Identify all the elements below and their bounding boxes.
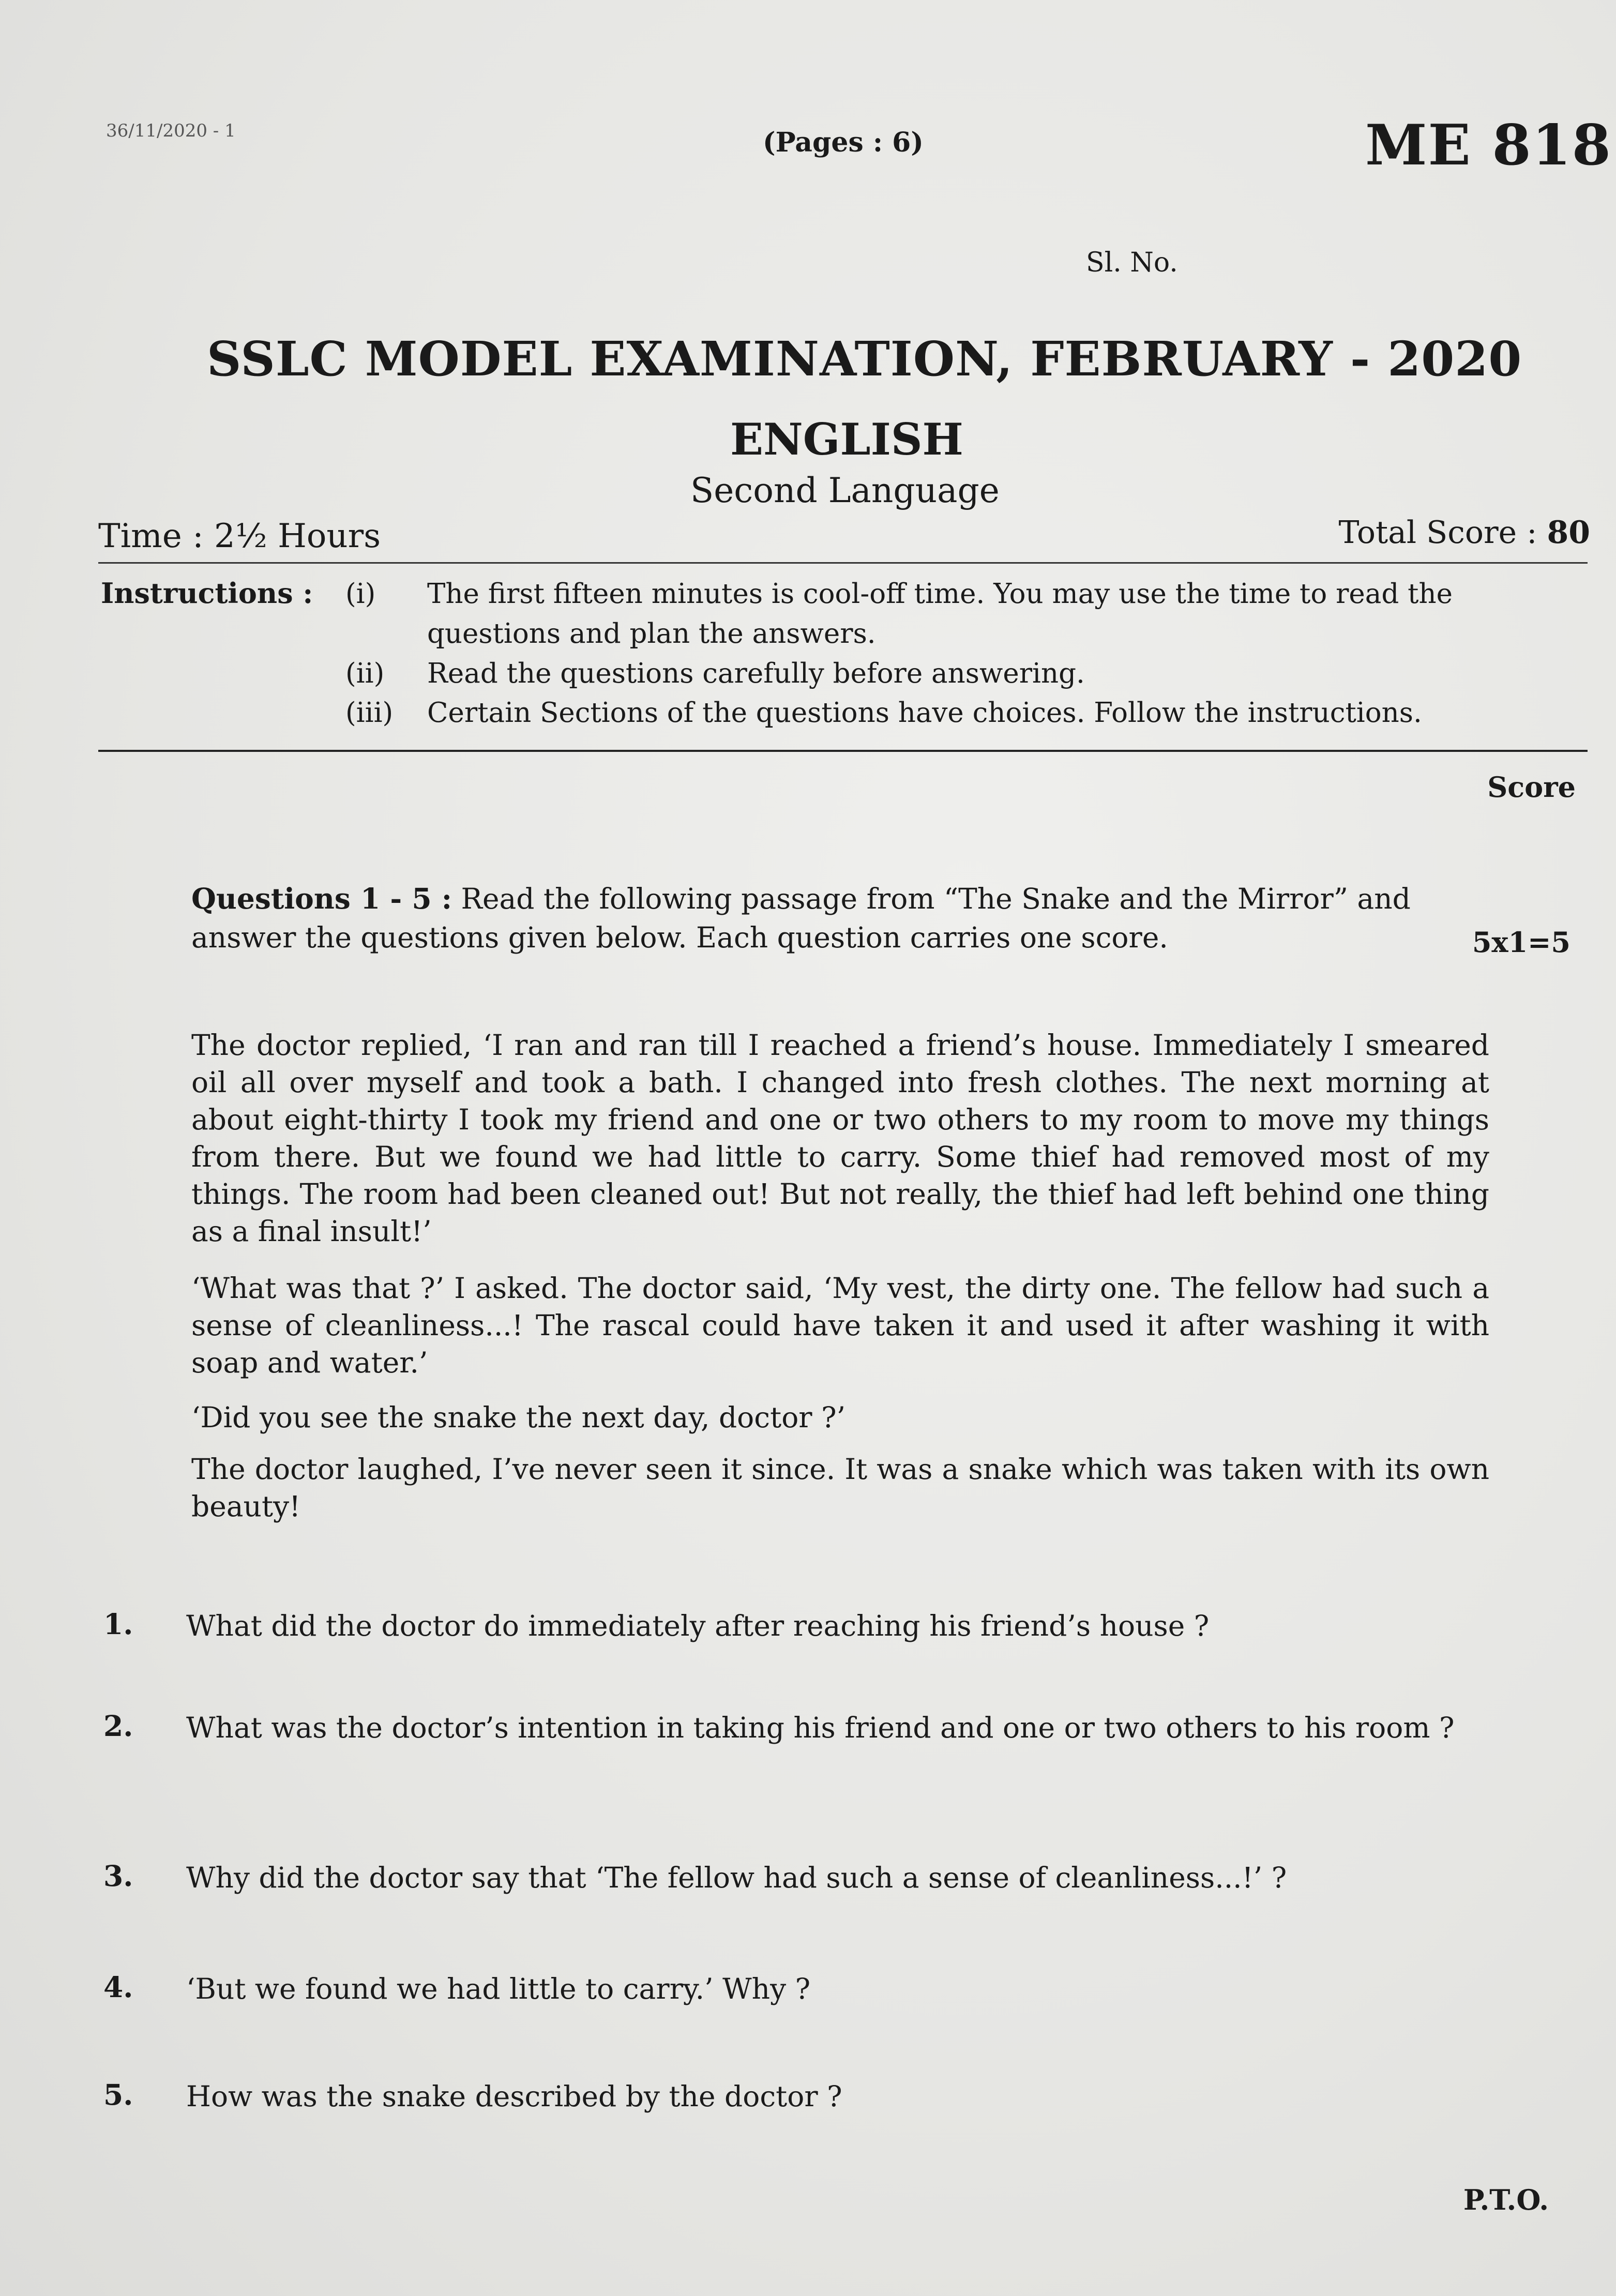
section-marks: 5x1=5	[1472, 926, 1570, 959]
question-text: How was the snake described by the doctor ?	[186, 2080, 842, 2113]
instruction-number: (iii)	[345, 697, 394, 729]
total-score-label: Total Score :	[1338, 515, 1537, 551]
instruction-text: Read the questions carefully before answering.	[427, 658, 1085, 689]
instruction-number: (ii)	[345, 658, 385, 689]
question-number: 4.	[103, 1970, 133, 2004]
question-text: ‘But we found we had little to carry.’ Why ?	[186, 1972, 811, 2005]
section-heading: Questions 1 - 5 :	[191, 882, 452, 915]
total-score-value: 80	[1547, 515, 1590, 551]
section-description: Read the following passage from “The Snake and the Mirror” and answer the questions given below. Each question carries one score.	[191, 882, 1411, 954]
passage-paragraph: ‘What was that ?’ I asked. The doctor said, ‘My vest, the dirty one. The fellow had such a sense of cleanliness...! The rascal could have taken it and used it after washing it with soap and water.’	[191, 1272, 1489, 1379]
question-text: What did the doctor do immediately after reaching his friend’s house ?	[186, 1609, 1210, 1642]
question-number: 5.	[103, 2078, 133, 2111]
subject-subtitle: Second Language	[690, 471, 1000, 510]
section-instructions	[191, 879, 1494, 957]
print-code: 36/11/2020 - 1	[106, 120, 236, 141]
instruction-text: questions and plan the answers.	[427, 618, 876, 649]
question-number: 1.	[103, 1607, 133, 1641]
score-column-label: Score	[1487, 771, 1576, 804]
passage-paragraph: The doctor replied, ‘I ran and ran till I reached a friend’s house. Immediately I smeared oil all over myself and took a bath. I changed into fresh clothes. The next morning at about eight-thirty I took my friend and one or two others to my room to move my things from there. But we found we had little to carry. Some thief had removed most of my things. The room had been cleaned out! But not really, the thief had left behind one thing as a final insult!’	[191, 1029, 1489, 1248]
question-text: What was the doctor’s intention in taking his friend and one or two others to his room ?	[186, 1711, 1455, 1744]
question-number: 3.	[103, 1859, 133, 1893]
time-allowed: Time : 2½ Hours	[98, 517, 381, 555]
divider	[98, 750, 1588, 752]
please-turn-over: P.T.O.	[1463, 2183, 1549, 2216]
page-count: (Pages : 6)	[763, 127, 924, 158]
passage-paragraph: The doctor laughed, I’ve never seen it since. It was a snake which was taken with its own beauty!	[191, 1453, 1489, 1523]
paper-code: ME 818	[1365, 113, 1612, 178]
instruction-number: (i)	[345, 578, 376, 610]
instructions-label: Instructions :	[101, 577, 313, 610]
instruction-text: Certain Sections of the questions have choices. Follow the instructions.	[427, 697, 1422, 729]
instruction-text: The first fifteen minutes is cool-off time. You may use the time to read the	[427, 578, 1453, 610]
question-text: Why did the doctor say that ‘The fellow had such a sense of cleanliness...!’ ?	[186, 1861, 1287, 1894]
subject-title: ENGLISH	[730, 414, 963, 465]
total-score	[1338, 515, 1590, 551]
divider	[98, 562, 1588, 564]
exam-title: SSLC MODEL EXAMINATION, FEBRUARY - 2020	[207, 331, 1522, 387]
passage-paragraph: ‘Did you see the snake the next day, doctor ?’	[191, 1401, 846, 1434]
question-number: 2.	[103, 1709, 133, 1743]
serial-number-label: Sl. No.	[1086, 247, 1178, 278]
